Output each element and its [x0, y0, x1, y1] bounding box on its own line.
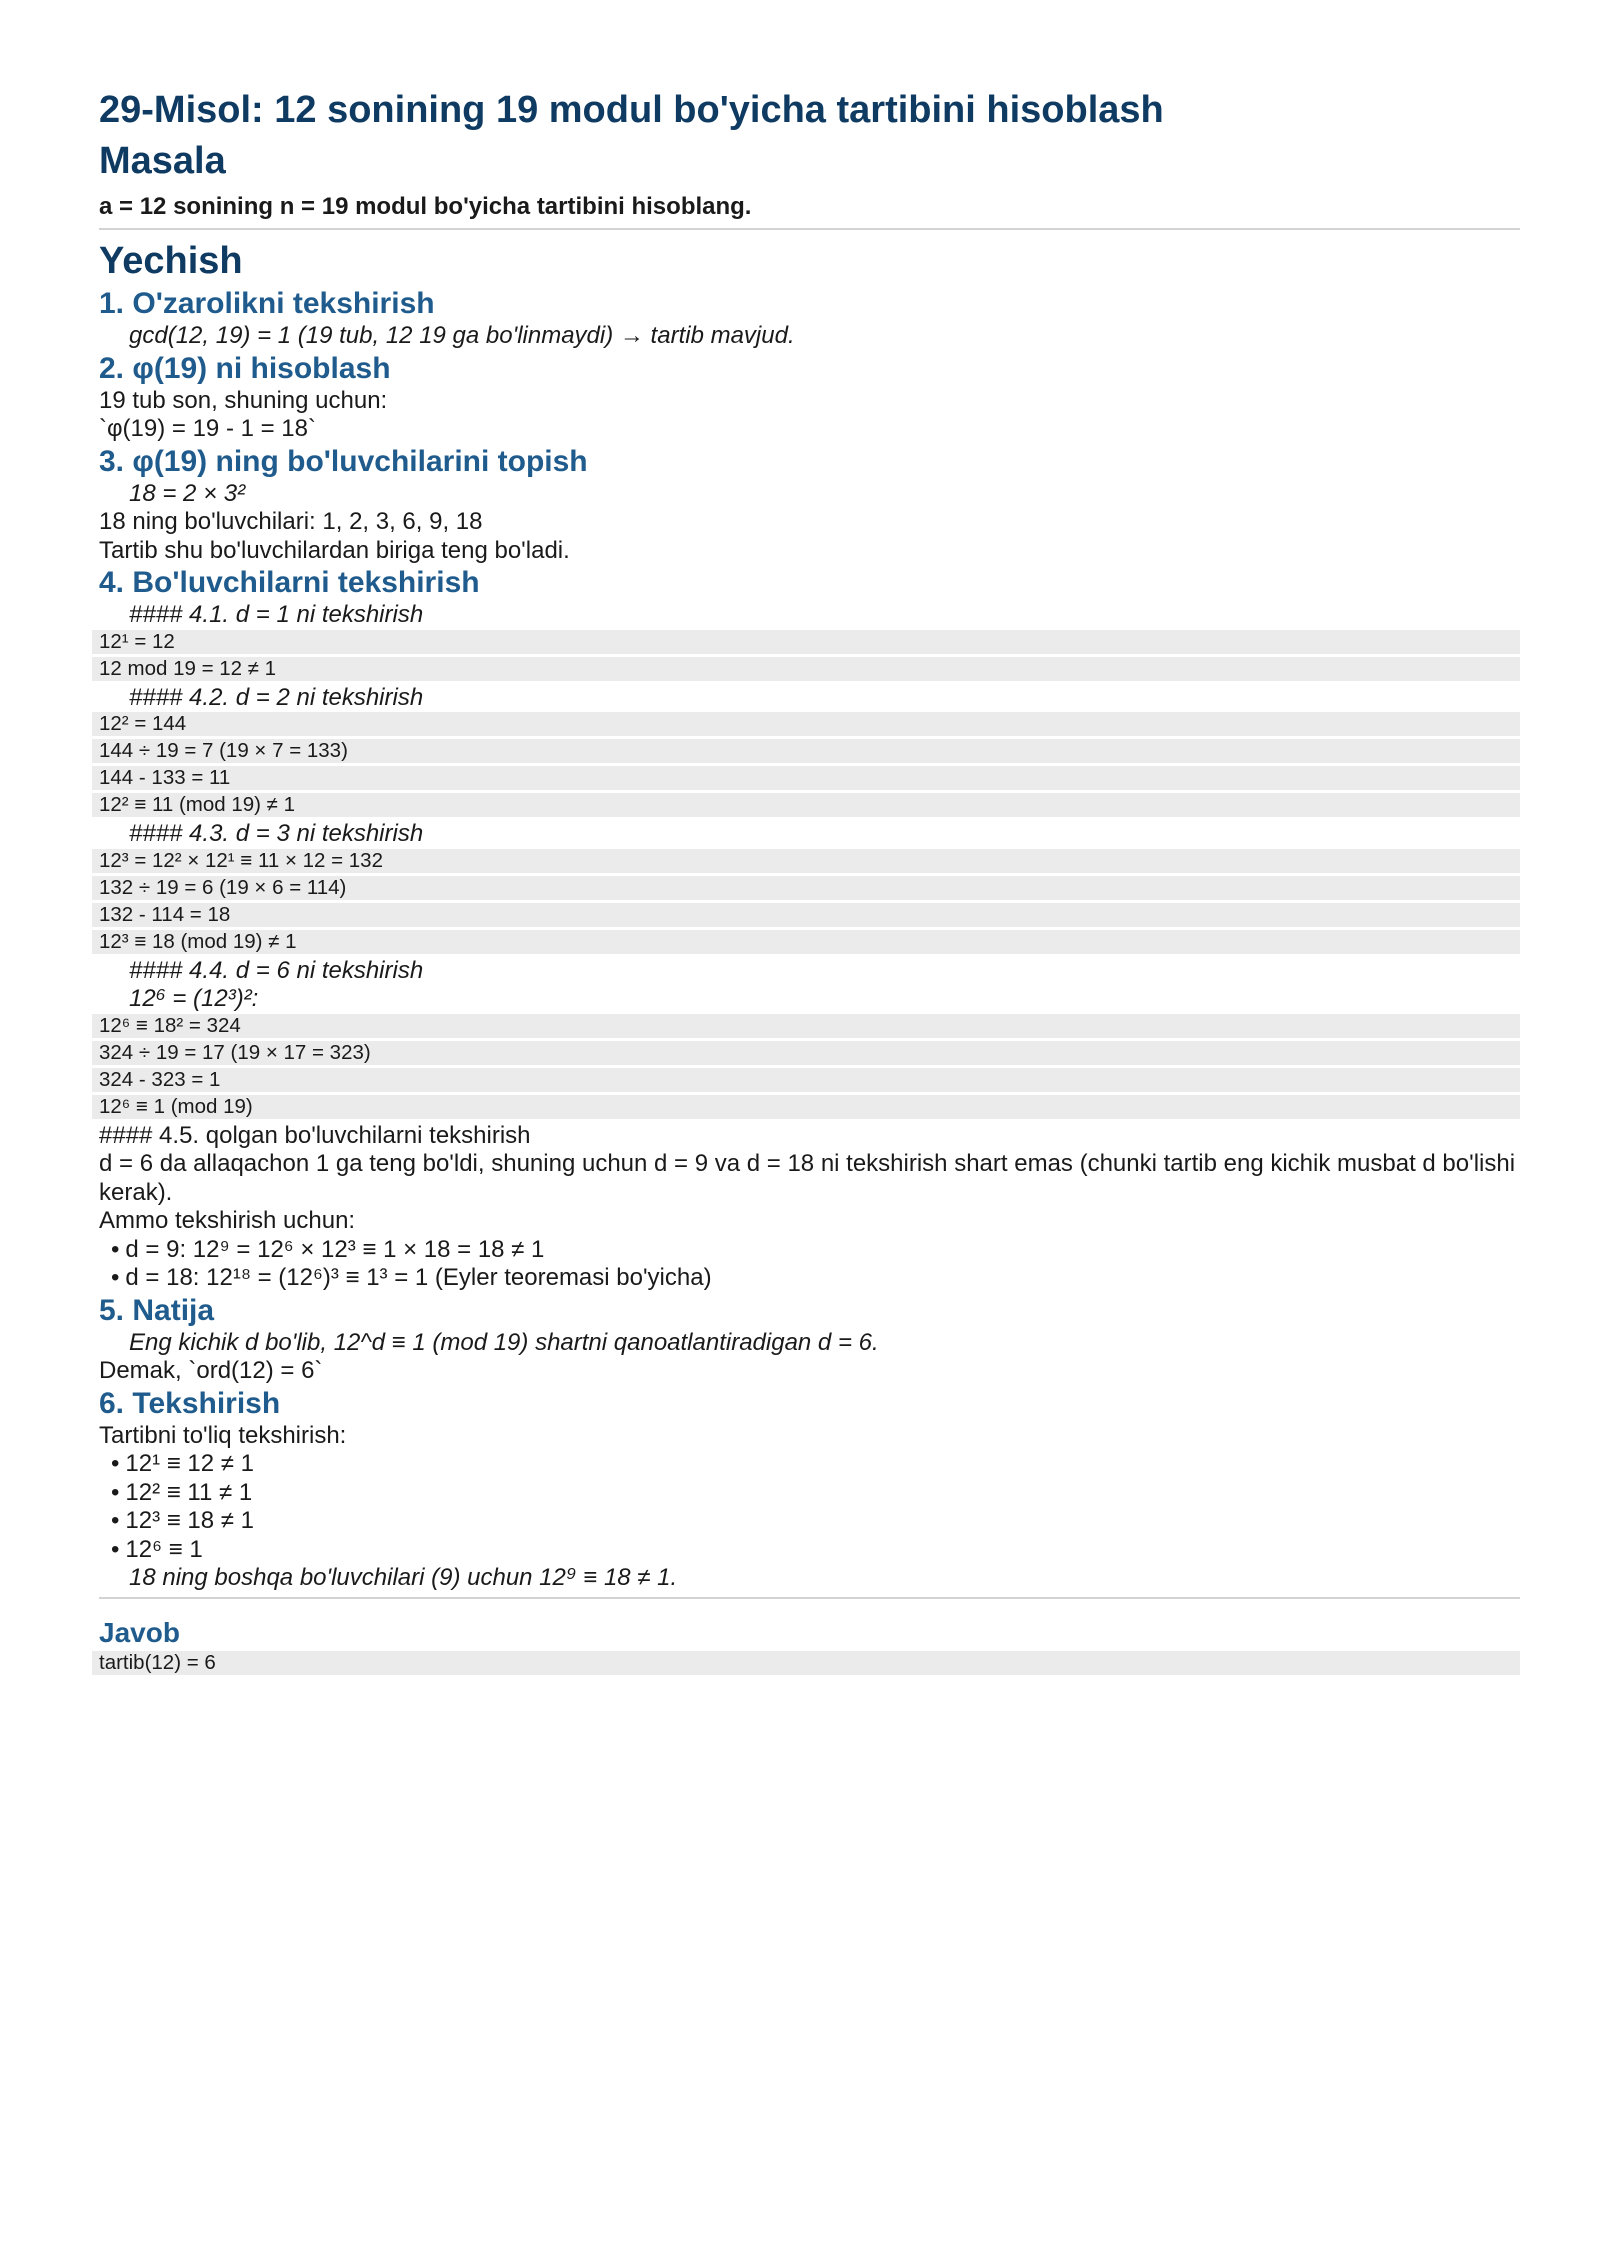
code-line: 12² ≡ 11 (mod 19) ≠ 1 — [92, 793, 1520, 817]
code-line: 144 - 133 = 11 — [92, 766, 1520, 790]
subsection-4-2-title: #### 4.2. d = 2 ni tekshirish — [129, 683, 424, 711]
subsection-4-5-intro: Ammo tekshirish uchun: — [99, 1207, 356, 1234]
code-line: 12³ = 12² × 12¹ ≡ 11 × 12 = 132 — [92, 849, 1520, 873]
code-line: 12¹ = 12 — [92, 630, 1520, 654]
section-2-line2: `φ(19) = 19 - 1 = 18` — [99, 415, 316, 442]
divider — [99, 1597, 1520, 1599]
code-line: 12³ ≡ 18 (mod 19) ≠ 1 — [92, 930, 1520, 954]
code-line: 324 - 323 = 1 — [92, 1068, 1520, 1092]
list-item: • d = 18: 12¹⁸ = (12⁶)³ ≡ 1³ = 1 (Eyler teoremasi bo'yicha) — [99, 1264, 1520, 1293]
code-line: 12 mod 19 = 12 ≠ 1 — [92, 657, 1520, 681]
subsection-4-4-note: 12⁶ = (12³)²: — [129, 985, 259, 1012]
section-6-note: 18 ning boshqa bo'luvchilari (9) uchun 12⁹ ≡ 18 ≠ 1. — [129, 1564, 678, 1591]
section-2-line1: 19 tub son, shuning uchun: — [99, 386, 388, 414]
list-item: • 12⁶ ≡ 1 — [99, 1536, 1520, 1565]
subsection-4-1-title: #### 4.1. d = 1 ni tekshirish — [129, 601, 424, 628]
page-title: 29-Misol: 12 sonining 19 modul bo'yicha tartibini hisoblash — [99, 89, 1164, 131]
code-line: 144 ÷ 19 = 7 (19 × 7 = 133) — [92, 739, 1520, 763]
code-line: 12⁶ ≡ 1 (mod 19) — [92, 1095, 1520, 1119]
code-line: 132 - 114 = 18 — [92, 903, 1520, 927]
section-5-heading: 5. Natija — [99, 1293, 215, 1327]
masala-heading: Masala — [99, 140, 226, 182]
section-6-heading: 6. Tekshirish — [99, 1386, 281, 1420]
section-5-line: Demak, `ord(12) = 6` — [99, 1357, 323, 1384]
section-1-heading: 1. O'zarolikni tekshirish — [99, 287, 435, 320]
list-item: • 12³ ≡ 18 ≠ 1 — [99, 1507, 1520, 1536]
subsection-4-5-title: #### 4.5. qolgan bo'luvchilarni tekshirish — [99, 1121, 531, 1149]
list-item: • 12² ≡ 11 ≠ 1 — [99, 1479, 1520, 1508]
problem-statement: a = 12 sonining n = 19 modul bo'yicha tartibini hisoblang. — [99, 193, 752, 220]
subsection-4-5-text: d = 6 da allaqachon 1 ga teng bo'ldi, shuning uchun d = 9 va d = 18 ni tekshirish shart emas (chunki tartib eng kichik musbat d bo'lishi kerak). — [99, 1150, 1516, 1206]
section-3-factor: 18 = 2 × 3² — [129, 479, 246, 507]
subsection-4-3-title: #### 4.3. d = 3 ni tekshirish — [129, 820, 424, 847]
code-line: 132 ÷ 19 = 6 (19 × 6 = 114) — [92, 876, 1520, 900]
section-3-line1: 18 ning bo'luvchilari: 1, 2, 3, 6, 9, 18 — [99, 508, 483, 535]
code-line: 12⁶ ≡ 18² = 324 — [92, 1014, 1520, 1038]
divider — [99, 228, 1520, 230]
subsection-4-4-title: #### 4.4. d = 6 ni tekshirish — [129, 956, 424, 984]
section-3-heading: 3. φ(19) ning bo'luvchilarini topish — [99, 444, 588, 478]
section-3-line2: Tartib shu bo'luvchilardan biriga teng bo'ladi. — [99, 536, 570, 564]
code-line: 324 ÷ 19 = 17 (19 × 17 = 323) — [92, 1041, 1520, 1065]
section-5-text: Eng kichik d bo'lib, 12^d ≡ 1 (mod 19) shartni qanoatlantiradigan d = 6. — [129, 1328, 879, 1356]
section-2-heading: 2. φ(19) ni hisoblash — [99, 351, 391, 385]
code-line: 12² = 144 — [92, 712, 1520, 736]
answer-code: tartib(12) = 6 — [92, 1651, 1520, 1675]
section-4-heading: 4. Bo'luvchilarni tekshirish — [99, 566, 480, 599]
list-item: • d = 9: 12⁹ = 12⁶ × 12³ ≡ 1 × 18 = 18 ≠ 1 — [99, 1236, 1520, 1265]
list-item: • 12¹ ≡ 12 ≠ 1 — [99, 1450, 1520, 1479]
javob-heading: Javob — [99, 1616, 180, 1648]
section-1-text: gcd(12, 19) = 1 (19 tub, 12 19 ga bo'linmaydi) → tartib mavjud. — [129, 322, 795, 349]
section-6-intro: Tartibni to'liq tekshirish: — [99, 1421, 347, 1449]
yechish-heading: Yechish — [99, 240, 243, 282]
